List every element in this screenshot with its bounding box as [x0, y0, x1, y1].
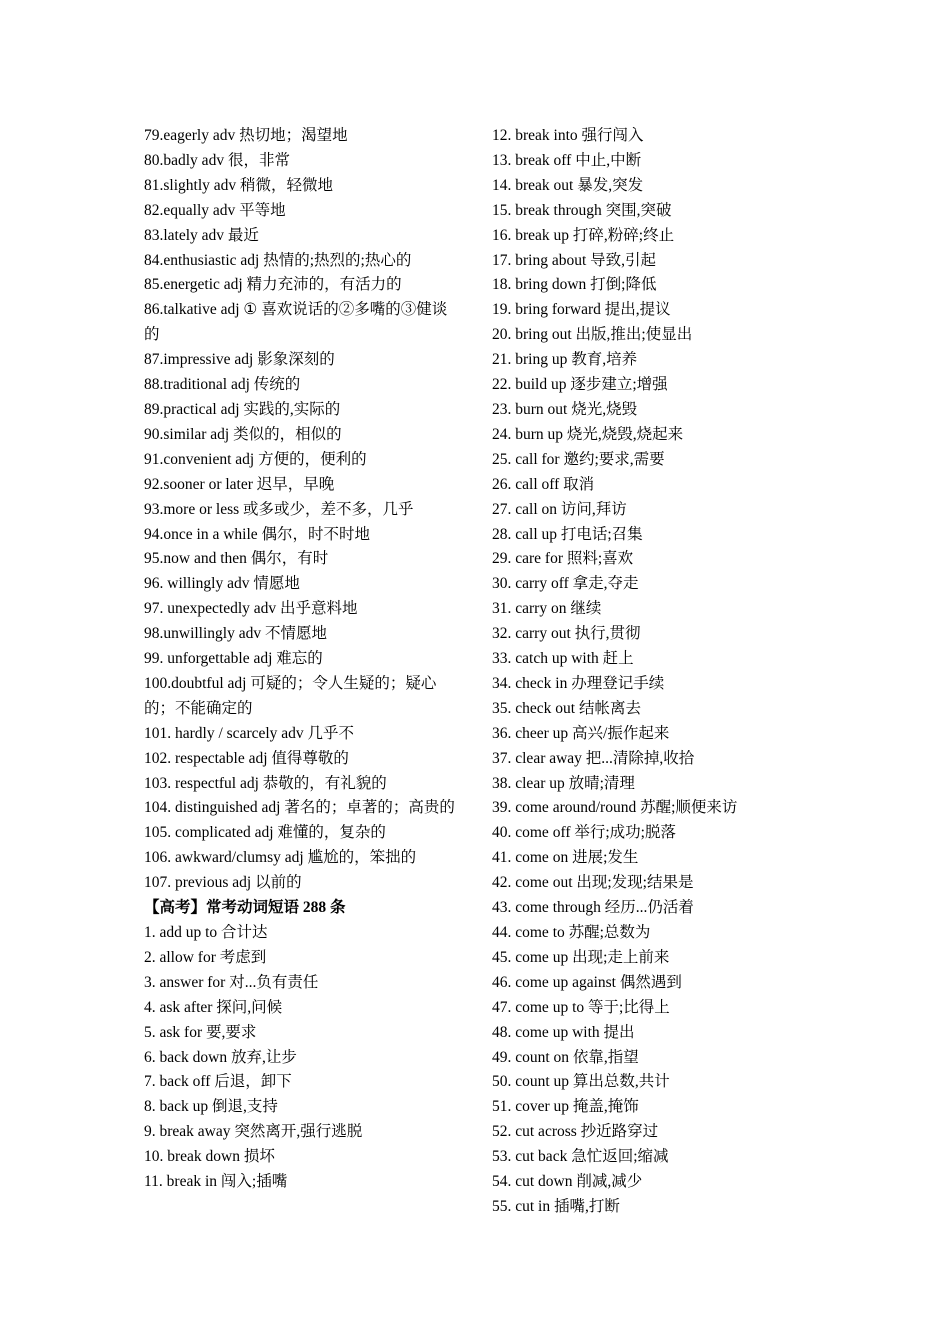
- vocab-line: 97. unexpectedly adv 出乎意料地: [144, 600, 358, 618]
- vocab-line: 103. respectful adj 恭敬的，有礼貌的: [144, 774, 387, 792]
- phrase-line: 27. call on 访问,拜访: [492, 500, 627, 518]
- phrase-line: 14. break out 暴发,突发: [492, 176, 644, 194]
- vocab-line: 98.unwillingly adv 不情愿地: [144, 625, 327, 643]
- phrase-line: 37. clear away 把...清除掉,收拾: [492, 749, 695, 767]
- phrase-line: 13. break off 中止,中断: [492, 151, 642, 169]
- vocab-line: 106. awkward/clumsy adj 尴尬的，笨拙的: [144, 849, 417, 867]
- phrase-line: 40. come off 举行;成功;脱落: [492, 824, 676, 842]
- phrase-line: 7. back off 后退，卸下: [144, 1073, 292, 1091]
- phrase-line: 3. answer for 对...负有责任: [144, 973, 319, 991]
- phrase-line: 5. ask for 要,要求: [144, 1023, 257, 1041]
- phrase-line: 34. check in 办理登记手续: [492, 674, 665, 692]
- phrase-line: 54. cut down 削减,减少: [492, 1173, 643, 1191]
- phrase-line: 1. add up to 合计达: [144, 924, 268, 941]
- vocab-line: 107. previous adj 以前的: [144, 874, 302, 892]
- phrase-line: 10. break down 损坏: [144, 1148, 275, 1166]
- phrase-line: 47. come up to 等于;比得上: [492, 998, 670, 1016]
- phrase-line: 8. back up 倒退,支持: [144, 1098, 278, 1116]
- phrase-line: 36. cheer up 高兴/振作起来: [492, 724, 670, 742]
- vocab-line: 86.talkative adj ① 喜欢说话的②多嘴的③健谈的: [144, 301, 448, 344]
- phrase-line: 11. break in 闯入;插嘴: [144, 1173, 288, 1191]
- vocab-line: 81.slightly adv 稍微，轻微地: [144, 176, 334, 194]
- vocab-line: 102. respectable adj 值得尊敬的: [144, 749, 349, 767]
- phrase-line: 22. build up 逐步建立;增强: [492, 376, 668, 394]
- phrase-line: 39. come around/round 苏醒;顺便来访: [492, 799, 738, 817]
- phrase-line: 9. break away 突然离开,强行逃脱: [144, 1123, 363, 1141]
- vocab-line: 95.now and then 偶尔，有时: [144, 550, 329, 568]
- vocab-line: 105. complicated adj 难懂的，复杂的: [144, 824, 386, 842]
- phrase-line: 30. carry off 拿走,夺走: [492, 575, 639, 593]
- vocab-line: 104. distinguished adj 著名的；卓著的；高贵的: [144, 799, 455, 817]
- vocab-line: 94.once in a while 偶尔，时不时地: [144, 525, 371, 543]
- phrase-line: 6. back down 放弃,让步: [144, 1048, 297, 1066]
- phrase-line: 21. bring up 教育,培养: [492, 351, 638, 369]
- phrase-line: 12. break into 强行闯入: [492, 127, 644, 144]
- phrase-line: 24. burn up 烧光,烧毁,烧起来: [492, 425, 684, 443]
- vocab-line: 100.doubtful adj 可疑的；令人生疑的；疑心的；不能确定的: [144, 674, 437, 717]
- vocab-line: 91.convenient adj 方便的，便利的: [144, 450, 367, 468]
- phrase-line: 50. count up 算出总数,共计: [492, 1073, 670, 1091]
- vocab-line: 80.badly adv 很，非常: [144, 151, 290, 169]
- phrase-line: 25. call for 邀约;要求,需要: [492, 450, 665, 468]
- phrase-line: 19. bring forward 提出,提议: [492, 301, 671, 319]
- vocab-line: 79.eagerly adv 热切地；渴望地: [144, 127, 348, 144]
- phrase-line: 44. come to 苏醒;总数为: [492, 924, 651, 941]
- phrase-line: 33. catch up with 赶上: [492, 650, 634, 668]
- section-heading: 【高考】常考动词短语 288 条: [144, 899, 346, 917]
- phrase-line: 18. bring down 打倒;降低: [492, 276, 657, 294]
- left-column: [144, 124, 462, 1195]
- phrase-line: 48. come up with 提出: [492, 1023, 635, 1041]
- phrase-line: 53. cut back 急忙返回;缩减: [492, 1148, 669, 1166]
- vocab-line: 82.equally adv 平等地: [144, 201, 286, 219]
- phrase-line: 26. call off 取消: [492, 475, 595, 493]
- phrase-line: 29. care for 照料;喜欢: [492, 550, 634, 568]
- phrase-line: 35. check out 结帐离去: [492, 699, 641, 717]
- phrase-line: 15. break through 突围,突破: [492, 201, 672, 219]
- vocab-line: 84.enthusiastic adj 热情的;热烈的;热心的: [144, 251, 412, 269]
- vocab-line: 93.more or less 或多或少，差不多，几乎: [144, 500, 414, 518]
- vocab-line: 88.traditional adj 传统的: [144, 376, 301, 394]
- phrase-line: 32. carry out 执行,贯彻: [492, 625, 641, 643]
- phrase-line: 17. bring about 导致,引起: [492, 251, 657, 269]
- phrase-line: 38. clear up 放晴;清理: [492, 774, 635, 792]
- phrase-line: 49. count on 依靠,指望: [492, 1048, 639, 1066]
- phrase-line: 20. bring out 出版,推出;使显出: [492, 326, 693, 344]
- phrase-line: 43. come through 经历...仍活着: [492, 899, 694, 917]
- vocab-line: 92.sooner or later 迟早，早晚: [144, 475, 335, 493]
- vocab-line: 96. willingly adv 情愿地: [144, 575, 300, 593]
- phrase-line: 41. come on 进展;发生: [492, 849, 639, 867]
- vocab-line: 90.similar adj 类似的，相似的: [144, 425, 342, 443]
- phrase-line: 51. cover up 掩盖,掩饰: [492, 1098, 639, 1116]
- phrase-line: 45. come up 出现;走上前来: [492, 948, 670, 966]
- phrase-line: 23. burn out 烧光,烧毁: [492, 400, 638, 418]
- phrase-line: 31. carry on 继续: [492, 600, 602, 618]
- vocab-line: 85.energetic adj 精力充沛的，有活力的: [144, 276, 402, 294]
- vocab-line: 99. unforgettable adj 难忘的: [144, 650, 323, 668]
- phrase-line: 42. come out 出现;发现;结果是: [492, 874, 694, 892]
- phrase-line: 55. cut in 插嘴,打断: [492, 1197, 620, 1215]
- phrase-line: 28. call up 打电话;召集: [492, 525, 643, 543]
- phrase-line: 16. break up 打碎,粉碎;终止: [492, 226, 675, 244]
- vocab-line: 87.impressive adj 影象深刻的: [144, 351, 335, 369]
- right-column: [492, 124, 792, 1220]
- phrase-line: 46. come up against 偶然遇到: [492, 973, 682, 991]
- phrase-line: 4. ask after 探问,问候: [144, 998, 283, 1016]
- vocab-line: 101. hardly / scarcely adv 几乎不: [144, 724, 355, 742]
- phrase-line: 52. cut across 抄近路穿过: [492, 1123, 659, 1141]
- vocab-line: 89.practical adj 实践的,实际的: [144, 400, 341, 418]
- phrase-line: 2. allow for 考虑到: [144, 948, 267, 966]
- vocab-line: 83.lately adv 最近: [144, 226, 259, 244]
